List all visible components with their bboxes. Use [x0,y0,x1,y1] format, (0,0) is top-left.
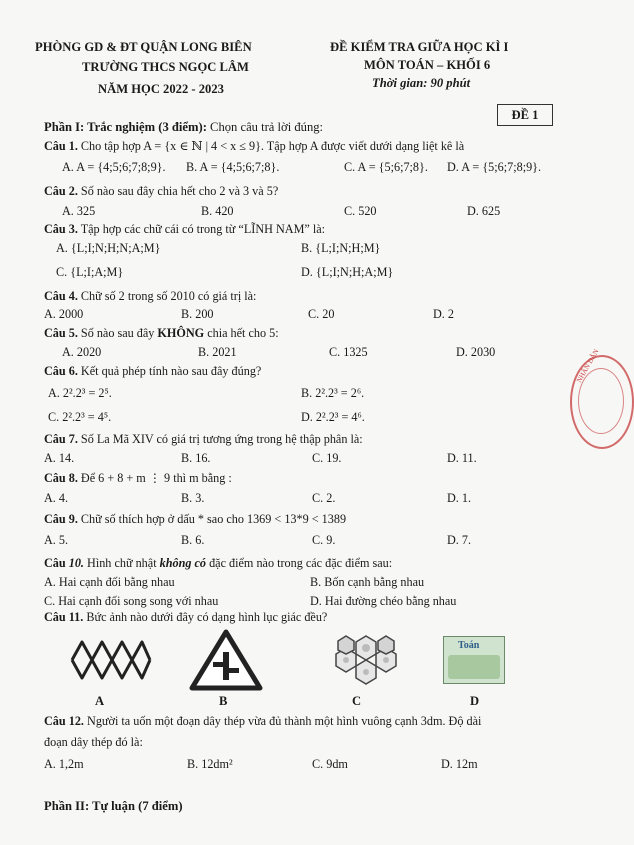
q5-option-a: A. 2020 [62,345,102,359]
q7-option-a: A. 14. [44,451,75,465]
q3-option-b: B. {L;I;N;H;M} [301,241,381,255]
q5-option-b: B. 2021 [198,345,237,359]
question-6-label: Câu 6. [44,364,78,378]
hexagon-tiles-image [326,632,406,688]
q10-option-c: C. Hai cạnh đối song song với nhau [44,594,219,608]
textbook-image [443,636,505,684]
question-2-label: Câu 2. [44,184,78,198]
image-a-label: A [95,694,105,708]
q2-option-d: D. 625 [467,204,501,218]
question-1-text: Cho tập hợp A = {x ∈ ℕ | 4 < x ≤ 9}. Tập hợp A được viết dưới dạng liệt kê là [77,139,465,153]
textbook-illustration [448,655,500,679]
q8-option-d: D. 1. [447,491,472,505]
stamp-text: NHÂN DÂN [575,347,601,384]
question-10-emphasis: không có [159,556,207,570]
exam-subject: MÔN TOÁN – KHỐI 6 [364,58,491,72]
question-10-text-after: đặc điểm nào trong các đặc điểm sau: [206,556,393,570]
exam-code-box: ĐỀ 1 [497,104,553,126]
q10-option-d: D. Hai đường chéo bằng nhau [310,594,457,608]
q2-option-a: A. 325 [62,204,96,218]
q9-option-c: C. 9. [312,533,336,547]
question-10 [44,556,392,571]
q2-option-b: B. 420 [201,204,234,218]
lattice-image [70,638,152,682]
q8-option-b: B. 3. [181,491,205,505]
q7-option-c: C. 19. [312,451,342,465]
question-5-emphasis: KHÔNG [157,326,205,340]
exam-duration: Thời gian: 90 phút [372,76,471,90]
question-8-text: Để 6 + 8 + m ⋮ 9 thì m bằng : [77,471,232,485]
exam-title: ĐỀ KIỂM TRA GIỮA HỌC KÌ I [330,40,509,54]
question-11 [44,610,327,625]
question-9 [44,512,346,527]
question-2-text: Số nào sau đây chia hết cho 2 và 3 và 5? [77,184,279,198]
question-10-label: Câu [44,556,69,570]
q4-option-c: C. 20 [308,307,335,321]
question-1-label: Câu 1. [44,139,78,153]
question-1 [44,139,464,154]
q9-option-d: D. 7. [447,533,472,547]
question-12 [44,714,481,729]
question-4-text: Chữ số 2 trong số 2010 có giá trị là: [77,289,257,303]
q5-option-c: C. 1325 [329,345,368,359]
q7-option-b: B. 16. [181,451,211,465]
question-8 [44,471,232,486]
warning-sign-image [188,628,264,692]
q3-option-c: C. {L;I;A;M} [56,265,124,279]
question-10-text-before: Hình chữ nhật [83,556,160,570]
question-3-text: Tập hợp các chữ cái có trong từ “LĨNH NAM” là: [77,222,326,236]
school-name: TRƯỜNG THCS NGỌC LÂM [82,60,249,74]
question-5 [44,326,279,341]
image-b-label: B [219,694,228,708]
q6-option-c: C. 2².2³ = 4⁵. [48,410,112,424]
q4-option-a: A. 2000 [44,307,84,321]
question-10-number: 10. [68,556,84,570]
q9-option-a: A. 5. [44,533,69,547]
q6-option-d: D. 2².2³ = 4⁶. [301,410,365,424]
q10-option-a: A. Hai cạnh đối bằng nhau [44,575,175,589]
question-6 [44,364,261,379]
question-12-text-line2: đoạn dây thép đó là: [44,735,143,749]
q6-option-a: A. 2².2³ = 2⁵. [48,386,112,400]
question-2 [44,184,278,199]
q4-option-d: D. 2 [433,307,454,321]
question-7-label: Câu 7. [44,432,78,446]
school-department: PHÒNG GD & ĐT QUẬN LONG BIÊN [35,40,252,54]
image-c-label: C [352,694,362,708]
question-5-text-after: chia hết cho 5: [204,326,279,340]
question-6-text: Kết quả phép tính nào sau đây đúng? [77,364,262,378]
part1-title: Phần I: Trắc nghiệm (3 điểm): [44,120,207,134]
textbook-title: Toán [458,640,480,651]
q6-option-b: B. 2².2³ = 2⁶. [301,386,365,400]
question-7-text: Số La Mã XIV có giá trị tương ứng trong hệ thập phân là: [77,432,363,446]
question-5-text-before: Số nào sau đây [77,326,158,340]
q12-option-d: D. 12m [441,757,478,771]
q3-option-d: D. {L;I;N;H;A;M} [301,265,394,279]
q1-option-a: A. A = {4;5;6;7;8;9}. [62,160,166,174]
q2-option-c: C. 520 [344,204,377,218]
question-9-text: Chữ số thích hợp ở dấu * sao cho 1369 < 13*9 < 1389 [77,512,347,526]
question-12-text-line1: Người ta uốn một đoạn dây thép vừa đủ thành một hình vuông cạnh 3dm. Độ dài [83,714,482,728]
question-7 [44,432,363,447]
question-11-label: Câu 11. [44,610,84,624]
q8-option-c: C. 2. [312,491,336,505]
q4-option-b: B. 200 [181,307,214,321]
question-3-label: Câu 3. [44,222,78,236]
q10-option-b: B. Bốn cạnh bằng nhau [310,575,425,589]
part1-instruction: Chọn câu trả lời đúng: [206,120,324,134]
q5-option-d: D. 2030 [456,345,496,359]
question-3 [44,222,325,237]
q12-option-a: A. 1,2m [44,757,84,771]
q1-option-c: C. A = {5;6;7;8}. [344,160,428,174]
question-8-label: Câu 8. [44,471,78,485]
question-4-label: Câu 4. [44,289,78,303]
q3-option-a: A. {L;I;N;H;N;A;M} [56,241,161,255]
q12-option-b: B. 12dm² [187,757,233,771]
part2-title: Phần II: Tự luận (7 điểm) [44,799,183,813]
image-d-label: D [470,694,480,708]
question-5-label: Câu 5. [44,326,78,340]
question-9-label: Câu 9. [44,512,78,526]
question-12-label: Câu 12. [44,714,84,728]
q8-option-a: A. 4. [44,491,69,505]
q7-option-d: D. 11. [447,451,477,465]
q1-option-b: B. A = {4;5;6;7;8}. [186,160,280,174]
school-year: NĂM HỌC 2022 - 2023 [98,82,224,96]
q9-option-b: B. 6. [181,533,205,547]
q12-option-c: C. 9dm [312,757,348,771]
part1-heading [44,120,323,135]
q1-option-d: D. A = {5;6;7;8;9}. [447,160,542,174]
question-11-text: Bức ảnh nào dưới đây có dạng hình lục giác đều? [83,610,328,624]
question-4 [44,289,256,304]
